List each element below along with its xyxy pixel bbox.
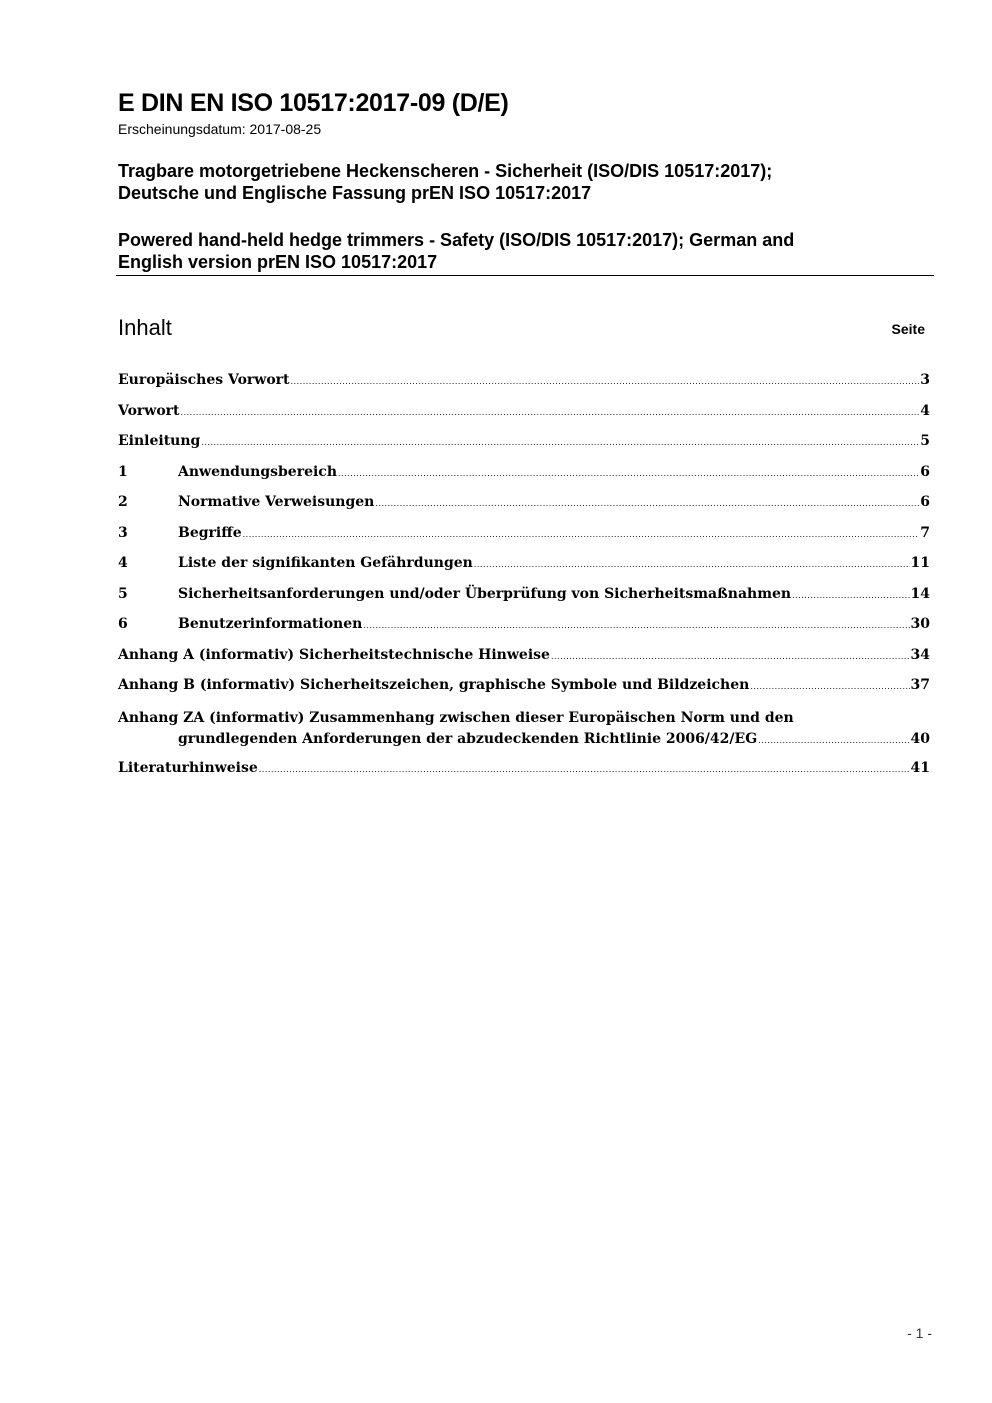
german-title (118, 160, 918, 204)
toc-leader (181, 408, 920, 417)
toc-entry-number: 4 (118, 555, 128, 571)
publication-date: Erscheinungsdatum: 2017-08-25 (118, 121, 322, 137)
toc-entry-text: Anhang A (informativ) Sicherheitstechnische Hinweise (118, 646, 550, 663)
toc-leader (551, 652, 910, 661)
toc-entry-text: Vorwort (118, 402, 180, 419)
toc-entry-text: Benutzerinformationen (178, 616, 363, 632)
toc-entry[interactable] (118, 464, 930, 495)
toc-leader (243, 530, 920, 539)
toc-entry-text: Literaturhinweise (118, 759, 258, 776)
toc-entry-number: 5 (118, 585, 128, 602)
toc-entry[interactable] (118, 708, 930, 760)
header-divider (116, 275, 934, 276)
toc-entry-text: Anhang ZA (informativ) Zusammenhang zwischen dieser Europäischen Norm und den (118, 709, 794, 726)
toc-entry-text: Europäisches Vorwort (118, 372, 290, 388)
toc-entry-page: 4 (920, 402, 930, 419)
toc-entry-page: 30 (910, 616, 930, 632)
document-title: E DIN EN ISO 10517:2017-09 (D/E) (118, 89, 509, 117)
toc-entry-page: 40 (910, 730, 930, 747)
toc-entry[interactable] (118, 433, 930, 464)
toc-leader (758, 730, 909, 751)
toc-entry-page: 5 (920, 433, 930, 449)
toc-entry[interactable] (118, 616, 930, 647)
toc-leader (375, 499, 919, 508)
toc-entry[interactable] (118, 494, 930, 525)
toc-entry[interactable] (118, 760, 930, 791)
toc-leader (259, 765, 910, 774)
toc-entry-number: 2 (118, 494, 128, 510)
toc-leader (363, 621, 909, 630)
german-title-line: Tragbare motorgetriebene Heckenscheren - Sicherheit (ISO/DIS 10517:2017); (118, 161, 773, 181)
toc-leader (201, 438, 919, 447)
toc-entry-page: 14 (910, 585, 930, 602)
toc-leader (474, 560, 910, 569)
english-title (118, 229, 918, 273)
toc-entry-text: Anhang B (informativ) Sicherheitszeichen, graphische Symbole und Bildzeichen (118, 677, 750, 693)
toc-entry[interactable] (118, 555, 930, 586)
toc-entry-number: 1 (118, 463, 128, 480)
toc-entry[interactable] (118, 677, 930, 708)
table-of-contents (118, 372, 930, 790)
toc-entry-text: Sicherheitsanforderungen und/oder Überprüfung von Sicherheitsmaßnahmen (178, 585, 792, 602)
german-title-line: Deutsche und Englische Fassung prEN ISO 10517:2017 (118, 183, 592, 203)
toc-entry[interactable] (118, 372, 930, 403)
toc-entry-number: 3 (118, 524, 128, 541)
page-number: - 1 - (907, 1325, 932, 1341)
toc-entry-page: 6 (920, 463, 930, 480)
toc-leader (750, 682, 909, 691)
toc-entry-text: Einleitung (118, 433, 201, 449)
toc-entry-page: 3 (920, 372, 930, 388)
toc-entry-text: Anwendungsbereich (178, 463, 337, 480)
toc-entry-page: 11 (910, 555, 930, 571)
toc-entry[interactable] (118, 586, 930, 617)
toc-entry-number: 6 (118, 616, 128, 632)
toc-entry-text: Normative Verweisungen (178, 494, 375, 510)
toc-heading: Inhalt (118, 315, 172, 340)
toc-entry-text: Liste der signifikanten Gefährdungen (178, 555, 473, 571)
toc-entry-page: 34 (910, 646, 930, 663)
toc-leader (338, 469, 919, 478)
english-title-line: English version prEN ISO 10517:2017 (118, 252, 438, 272)
toc-entry[interactable] (118, 403, 930, 434)
toc-page-label: Seite (891, 321, 925, 337)
toc-entry[interactable] (118, 525, 930, 556)
toc-entry-text: Begriffe (178, 524, 242, 541)
toc-leader (792, 591, 909, 600)
toc-entry-text-continued: grundlegenden Anforderungen der abzudeckenden Richtlinie 2006/42/EG (178, 730, 758, 747)
english-title-line: Powered hand-held hedge trimmers - Safety (ISO/DIS 10517:2017); German and (118, 230, 795, 250)
toc-entry-page: 37 (910, 677, 930, 693)
toc-leader (291, 377, 920, 386)
toc-entry-page: 7 (920, 524, 930, 541)
toc-entry-page: 6 (920, 494, 930, 510)
toc-entry-page: 41 (910, 759, 930, 776)
toc-entry[interactable] (118, 647, 930, 678)
